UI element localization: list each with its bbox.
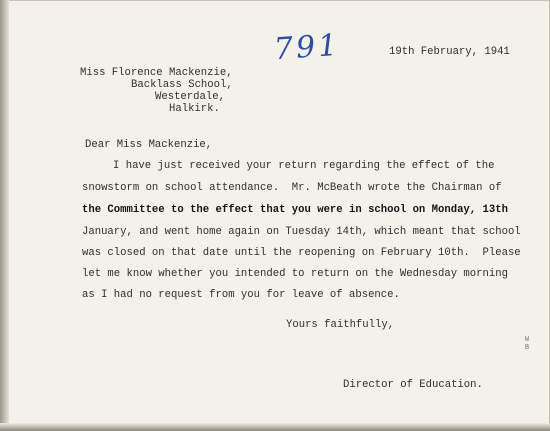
body-line: was closed on that date until the reopening on February 10th. Please [82, 247, 521, 259]
page-bottom-edge [0, 423, 550, 431]
letter-date: 19th February, 1941 [389, 46, 510, 58]
body-line: as I had no request from you for leave of absence. [82, 289, 400, 301]
address-line: Backlass School, [131, 79, 233, 91]
body-line: snowstorm on school attendance. Mr. McBeath wrote the Chairman of [82, 182, 502, 194]
salutation: Dear Miss Mackenzie, [85, 139, 213, 151]
body-line: let me know whether you intended to return on the Wednesday morning [82, 268, 508, 280]
signature-title: Director of Education. [343, 379, 483, 391]
body-line: I have just received your return regarding the effect of the [113, 160, 495, 172]
address-line: Miss Florence Mackenzie, [80, 67, 233, 79]
page-left-edge [0, 0, 9, 431]
address-line: Halkirk. [169, 103, 220, 115]
body-line: January, and went home again on Tuesday 14th, which meant that school [82, 226, 521, 238]
address-line: Westerdale, [155, 91, 225, 103]
handwritten-reference-number: 791 [272, 27, 342, 68]
closing: Yours faithfully, [286, 319, 395, 331]
body-line: the Committee to the effect that you were in school on Monday, 13th [82, 204, 508, 216]
margin-mark: W B [524, 336, 530, 352]
